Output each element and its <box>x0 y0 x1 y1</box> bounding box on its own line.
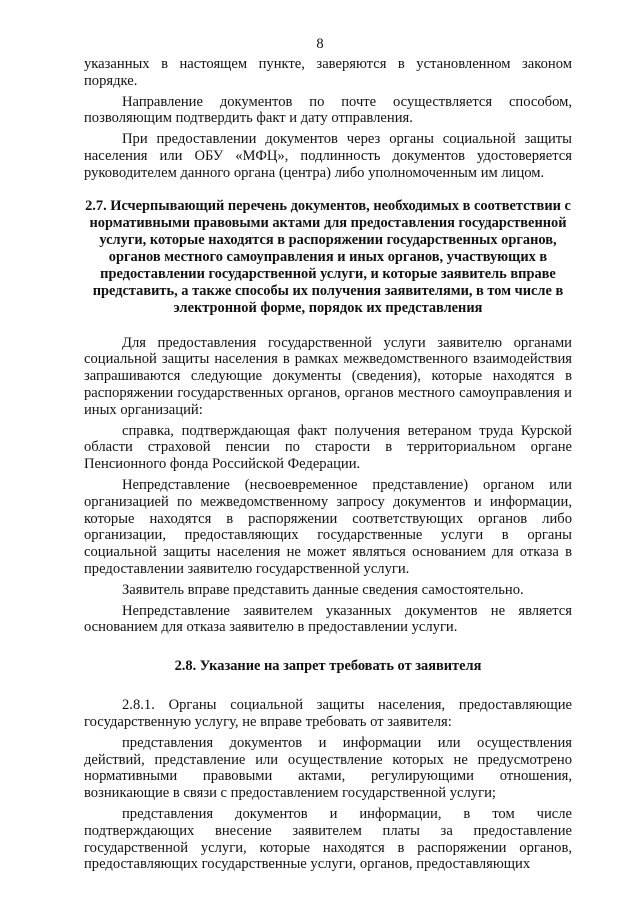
paragraph-mail-delivery: Направление документов по почте осуществляется способом, позволяющим подтвердить факт и дату отправления. <box>84 93 572 127</box>
paragraph-prohibition-documents: представления документов и информации или осуществления действий, представление или осуществление которых не предусмотрено нормативными правовыми актами, регулирующими отношения, возникающие в связи с предоставлением государственной услуги; <box>84 734 572 802</box>
paragraph-interagency-request: Для предоставления государственной услуги заявителю органами социальной защиты населения в рамках межведомственного взаимодействия запрашиваются следующие документы (сведения), которые находятся в распоряжении государственных органов, органов местного самоуправления и иных организаций: <box>84 334 572 418</box>
paragraph-authentication: При предоставлении документов через органы социальной защиты населения или ОБУ «МФЦ», подлинность документов удостоверяется руководителем данного органа (центра) либо уполномоченным им лицом. <box>84 131 572 181</box>
section-2-8-heading: 2.8. Указание на запрет требовать от заявителя <box>174 658 482 675</box>
page-number: 8 <box>316 36 324 52</box>
paragraph-2-8-1: 2.8.1. Органы социальной защиты населения, предоставляющие государственную услугу, не вправе требовать от заявителя: <box>84 697 572 730</box>
section-2-7-heading: 2.7. Исчерпывающий перечень документов, необходимых в соответствии с нормативными правовыми актами для предоставления государственной услуги, которые находятся в распоряжении государственных органов, органов местного самоуправления и иных органов, участвующих в предоставлении государственной услуги, и которые заявитель вправе представить, а также способы их получения заявителями, в том числе в электронной форме, порядок их представления <box>85 197 571 316</box>
paragraph-continuation: указанных в настоящем пункте, заверяются в установленном законом порядке. <box>84 56 572 89</box>
document-body <box>84 56 572 873</box>
paragraph-non-submission-by-applicant: Непредставление заявителем указанных документов не является основанием для отказа заявителю в предоставлении услуги. <box>84 602 572 636</box>
paragraph-prohibition-payment: представления документов и информации, в том числе подтверждающих внесение заявителем платы за предоставление государственной услуги, которые находятся в распоряжении органов, предоставляющих государственные услуги, органов, предоставляющих <box>84 805 572 873</box>
paragraph-pension-certificate: справка, подтверждающая факт получения ветераном труда Курской области страховой пенсии по старости в территориальном органе Пенсионного фонда Российской Федерации. <box>84 422 572 473</box>
paragraph-self-submission: Заявитель вправе представить данные сведения самостоятельно. <box>122 581 524 598</box>
paragraph-non-submission-by-organ: Непредставление (несвоевременное представление) органом или организацией по межведомственному запросу документов и информации, которые находятся в распоряжении соответствующих органов либо организации, предоставляющих государственные услуги в органы социальной защиты населения не может являться основанием для отказа в предоставлении заявителю государственной услуги. <box>84 476 572 577</box>
